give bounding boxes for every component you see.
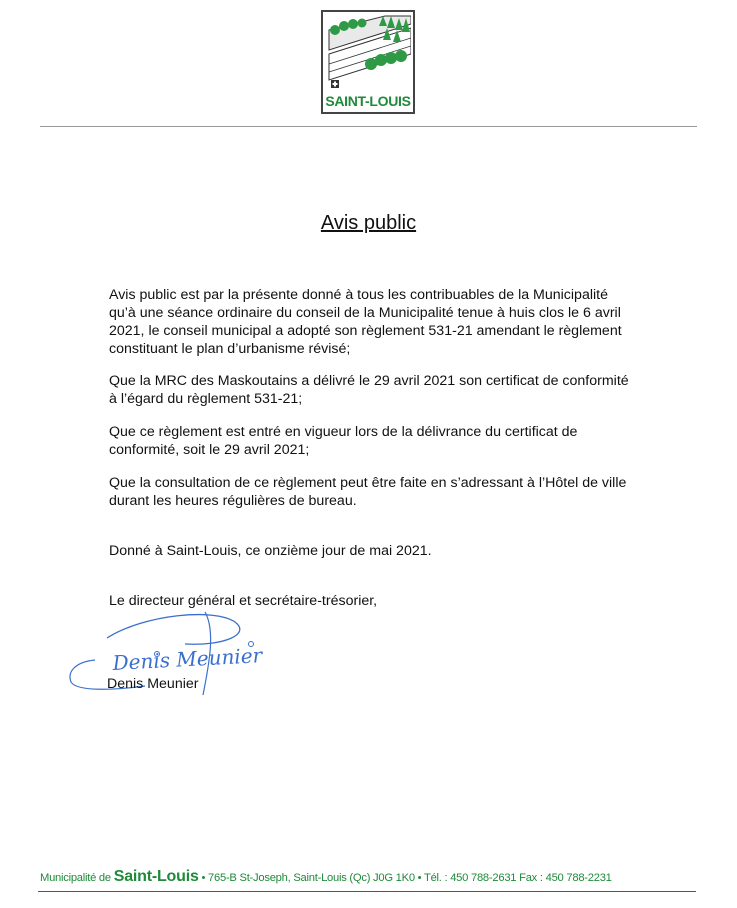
paragraph-4: Que la consultation de ce règlement peut être faite en s’adressant à l’Hôtel de ville durant les heures régulières de bureau. [109, 475, 627, 509]
signatory-name: Denis Meunier [107, 676, 199, 692]
municipal-logo [321, 10, 415, 114]
signature-first-name: Denis Meunier [112, 643, 263, 675]
logo-name: SAINT-LOUIS [325, 93, 411, 109]
paragraph-1: Avis public est par la présente donné à tous les contribuables de la Municipalité qu’à une séance ordinaire du conseil de la Municipalité tenue à huis clos le 6 avril 2021, le conseil municipal a adopté son règlement 531-21 amendant le règlement constituant le plan d’urbanisme révisé; [109, 287, 622, 357]
footer-prefix: Municipalité de [40, 872, 114, 884]
footer [40, 868, 700, 886]
document-title: Avis public [320, 212, 417, 234]
svg-text:Denis Meunier [111, 643, 264, 675]
footer-brand: Saint-Louis [113, 868, 199, 885]
paragraph-3: Que ce règlement est entré en vigueur lors de la délivrance du certificat de conformité, soit le 29 avril 2021; [109, 424, 578, 458]
signatory-title: Le directeur général et secrétaire-trésorier, [109, 593, 378, 609]
paragraph-2: Que la MRC des Maskoutains a délivré le 29 avril 2021 son certificat de conformité à l’égard du règlement 531-21; [109, 373, 629, 407]
closing-line: Donné à Saint-Louis, ce onzième jour de mai 2021. [109, 543, 432, 559]
municipal-coat-of-arms-icon [325, 14, 411, 90]
header-divider [40, 126, 697, 127]
footer-contact: • 765-B St-Joseph, Saint-Louis (Qc) J0G 1K0 • Tél. : 450 788-2631 Fax : 450 788-2231 [198, 872, 612, 884]
footer-divider [38, 891, 696, 892]
